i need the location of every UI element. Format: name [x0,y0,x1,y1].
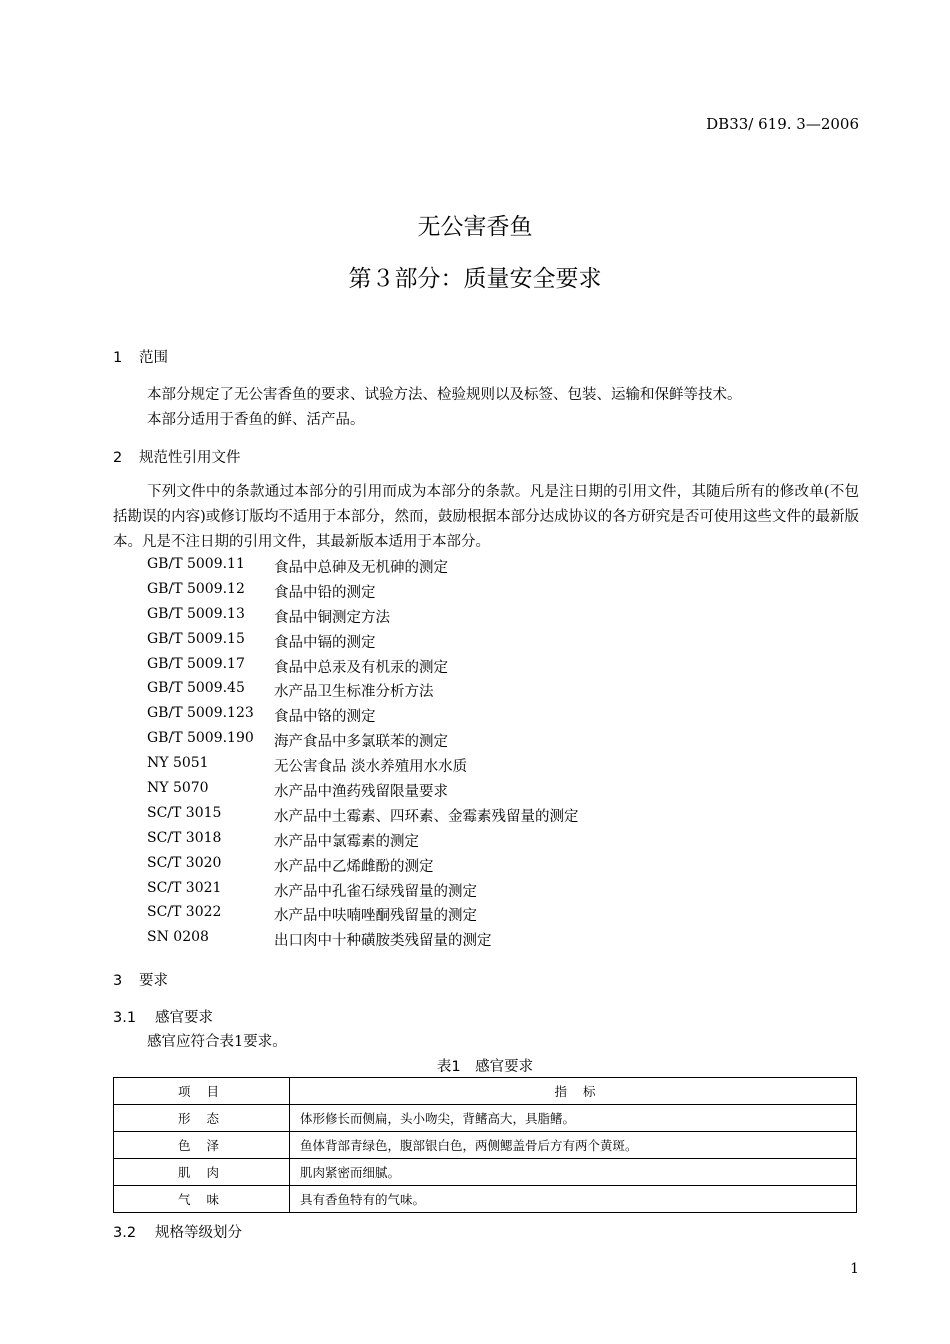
reference-title: 食品中铜测定方法 [274,609,390,626]
reference-item [147,631,579,656]
reference-code: GB/T 5009.17 [147,655,245,672]
section-title: 规格等级划分 [155,1225,242,1241]
document-code: DB33/ 619. 3—2006 [706,115,859,133]
reference-title: 食品中铬的测定 [274,709,376,726]
reference-code: NY 5070 [147,780,209,797]
section-2-heading [113,446,241,467]
reference-item [147,680,579,705]
reference-code: GB/T 5009.13 [147,605,245,622]
section-title: 要求 [139,973,168,989]
reference-item [147,805,579,830]
reference-item [147,556,579,581]
reference-code: GB/T 5009.45 [147,680,245,697]
reference-title: 食品中铅的测定 [274,584,376,601]
references-intro-paragraph: 下列文件中的条款通过本部分的引用而成为本部分的条款。凡是注日期的引用文件，其随后所有的修改单(不包括勘误的内容)或修订版均不适用于本部分，然而，鼓励根据本部分达成协议的各方研究是否可使用这些文件的最新版本。凡是不注日期的引用文件，其最新版本适用于本部分。 [113,484,859,550]
row-indicator: 鱼体背部青绿色，腹部银白色，两侧鳃盖骨后方有两个黄斑。 [290,1132,857,1159]
reference-item [147,904,579,929]
reference-item [147,606,579,631]
reference-item [147,880,579,905]
reference-title: 水产品中氯霉素的测定 [274,833,419,850]
reference-code: SC/T 3015 [147,804,222,821]
page-number: 1 [850,1261,859,1277]
table-row [114,1186,857,1213]
reference-code: GB/T 5009.15 [147,630,245,647]
row-indicator: 肌肉紧密而细腻。 [290,1159,857,1186]
table-header-row [114,1078,857,1105]
reference-title: 食品中镉的测定 [274,634,376,651]
section-number: 3.2 [113,1225,137,1241]
section-title: 范围 [139,350,168,366]
normative-references-list [147,556,579,954]
section-number: 2 [113,450,123,466]
reference-item [147,755,579,780]
section-1-heading [113,346,168,367]
section-number: 3.1 [113,1010,137,1026]
row-item: 色 泽 [114,1132,290,1159]
reference-code: SC/T 3021 [147,879,222,896]
row-item: 气 味 [114,1186,290,1213]
row-indicator: 体形修长而侧扁，头小吻尖，背鳍高大，具脂鳍。 [290,1105,857,1132]
reference-code: SC/T 3022 [147,904,222,921]
reference-item [147,929,579,954]
sensory-requirement-paragraph: 感官应符合表1要求。 [147,1034,287,1050]
row-item: 肌 肉 [114,1159,290,1186]
reference-title: 水产品中孔雀石绿残留量的测定 [274,883,477,900]
reference-code: SN 0208 [147,929,209,946]
reference-item [147,656,579,681]
sensory-requirements-table [113,1077,857,1213]
section-3-heading [113,969,168,990]
section-number: 3 [113,973,123,989]
header-item: 项 目 [114,1078,290,1105]
reference-code: SC/T 3020 [147,854,222,871]
reference-title: 水产品中土霉素、四环素、金霉素残留量的测定 [274,808,579,825]
reference-title: 水产品中乙烯雌酚的测定 [274,858,434,875]
document-title: 无公害香鱼 [417,214,533,240]
reference-code: GB/T 5009.12 [147,580,245,597]
section-title: 感官要求 [155,1010,213,1026]
reference-title: 食品中总汞及有机汞的测定 [274,659,448,676]
row-item: 形 态 [114,1105,290,1132]
reference-item [147,705,579,730]
reference-item [147,730,579,755]
scope-paragraph-1: 本部分规定了无公害香鱼的要求、试验方法、检验规则以及标签、包装、运输和保鲜等技术。 [147,387,742,403]
header-indicator: 指 标 [290,1078,857,1105]
section-3-1-heading [113,1006,213,1027]
scope-paragraph-2: 本部分适用于香鱼的鲜、活产品。 [147,412,365,428]
reference-code: SC/T 3018 [147,829,222,846]
table-1-caption: 表1 感官要求 [436,1059,534,1075]
reference-title: 食品中总砷及无机砷的测定 [274,560,448,576]
table-row [114,1105,857,1132]
reference-code: GB/T 5009.11 [147,556,245,572]
reference-item [147,780,579,805]
section-3-2-heading [113,1221,242,1242]
reference-title: 无公害食品 淡水养殖用水水质 [274,759,468,776]
table-row [114,1132,857,1159]
reference-title: 水产品中呋喃唑酮残留量的测定 [274,908,477,925]
section-number: 1 [113,350,123,366]
reference-title: 海产食品中多氯联苯的测定 [274,734,448,751]
reference-item [147,581,579,606]
document-subtitle: 第３部分：质量安全要求 [348,266,602,292]
section-title: 规范性引用文件 [139,450,241,466]
reference-code: GB/T 5009.123 [147,705,254,722]
reference-item [147,855,579,880]
row-indicator: 具有香鱼特有的气味。 [290,1186,857,1213]
reference-title: 水产品卫生标准分析方法 [274,684,434,701]
reference-code: NY 5051 [147,755,209,772]
reference-item [147,830,579,855]
reference-title: 出口肉中十种磺胺类残留量的测定 [274,933,492,950]
reference-code: GB/T 5009.190 [147,730,254,747]
reference-title: 水产品中渔药残留限量要求 [274,784,448,801]
table-row [114,1159,857,1186]
